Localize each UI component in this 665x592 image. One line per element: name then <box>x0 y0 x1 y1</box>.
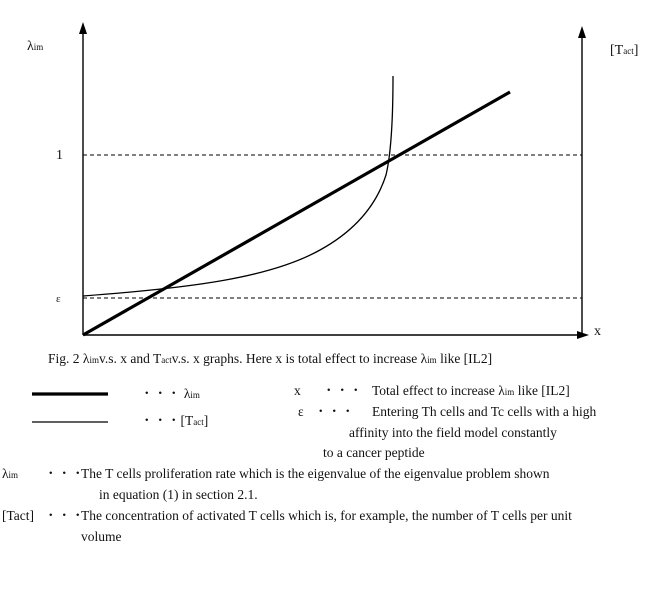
legend-epsilon-symbol: ε <box>298 404 304 419</box>
definition-lambda-text-2: in equation (1) in section 2.1. <box>99 487 258 502</box>
definition-tact-text-1: The concentration of activated T cells which is, for example, the number of T cells per unit <box>81 508 572 523</box>
legend-lambda: ・・・ λim <box>140 386 200 401</box>
legend-x-text: Total effect to increase λim like [IL2] <box>372 383 570 398</box>
right-axis-label: [Tact] <box>610 43 639 58</box>
x-axis-label: x <box>594 324 601 339</box>
series-lambda-im-line <box>83 92 510 335</box>
definition-tact-dots: ・・・ <box>44 508 85 523</box>
x-axis-arrow <box>577 331 589 339</box>
legend-epsilon-dots: ・・・ <box>314 404 355 419</box>
tick-label-one: 1 <box>56 148 63 163</box>
legend-lines <box>0 370 665 430</box>
definition-tact-symbol: [Tact] <box>2 508 35 523</box>
legend-tact: ・・・[Tact] <box>140 413 209 428</box>
left-y-axis-arrow <box>79 22 87 34</box>
legend-x-dots: ・・・ <box>322 383 363 398</box>
definition-lambda-symbol: λim <box>2 466 19 481</box>
right-y-axis-arrow <box>578 26 586 38</box>
definition-lambda-dots: ・・・ <box>44 466 85 481</box>
tick-label-epsilon: ε <box>56 293 61 305</box>
definition-tact-text-2: volume <box>81 529 122 544</box>
definition-lambda-text-1: The T cells proliferation rate which is the eigenvalue of the eigenvalue problem shown <box>81 466 550 481</box>
legend-epsilon-text-3: to a cancer peptide <box>323 445 425 460</box>
legend-epsilon-text-1: Entering Th cells and Tc cells with a high <box>372 404 597 419</box>
legend-epsilon-text-2: affinity into the field model constantly <box>349 425 557 440</box>
figure-caption: Fig. 2 λimv.s. x and Tactv.s. x graphs. Here x is total effect to increase λim like [IL2] <box>48 351 493 366</box>
legend-x-symbol: x <box>294 383 301 398</box>
left-axis-label: λim <box>27 39 44 54</box>
